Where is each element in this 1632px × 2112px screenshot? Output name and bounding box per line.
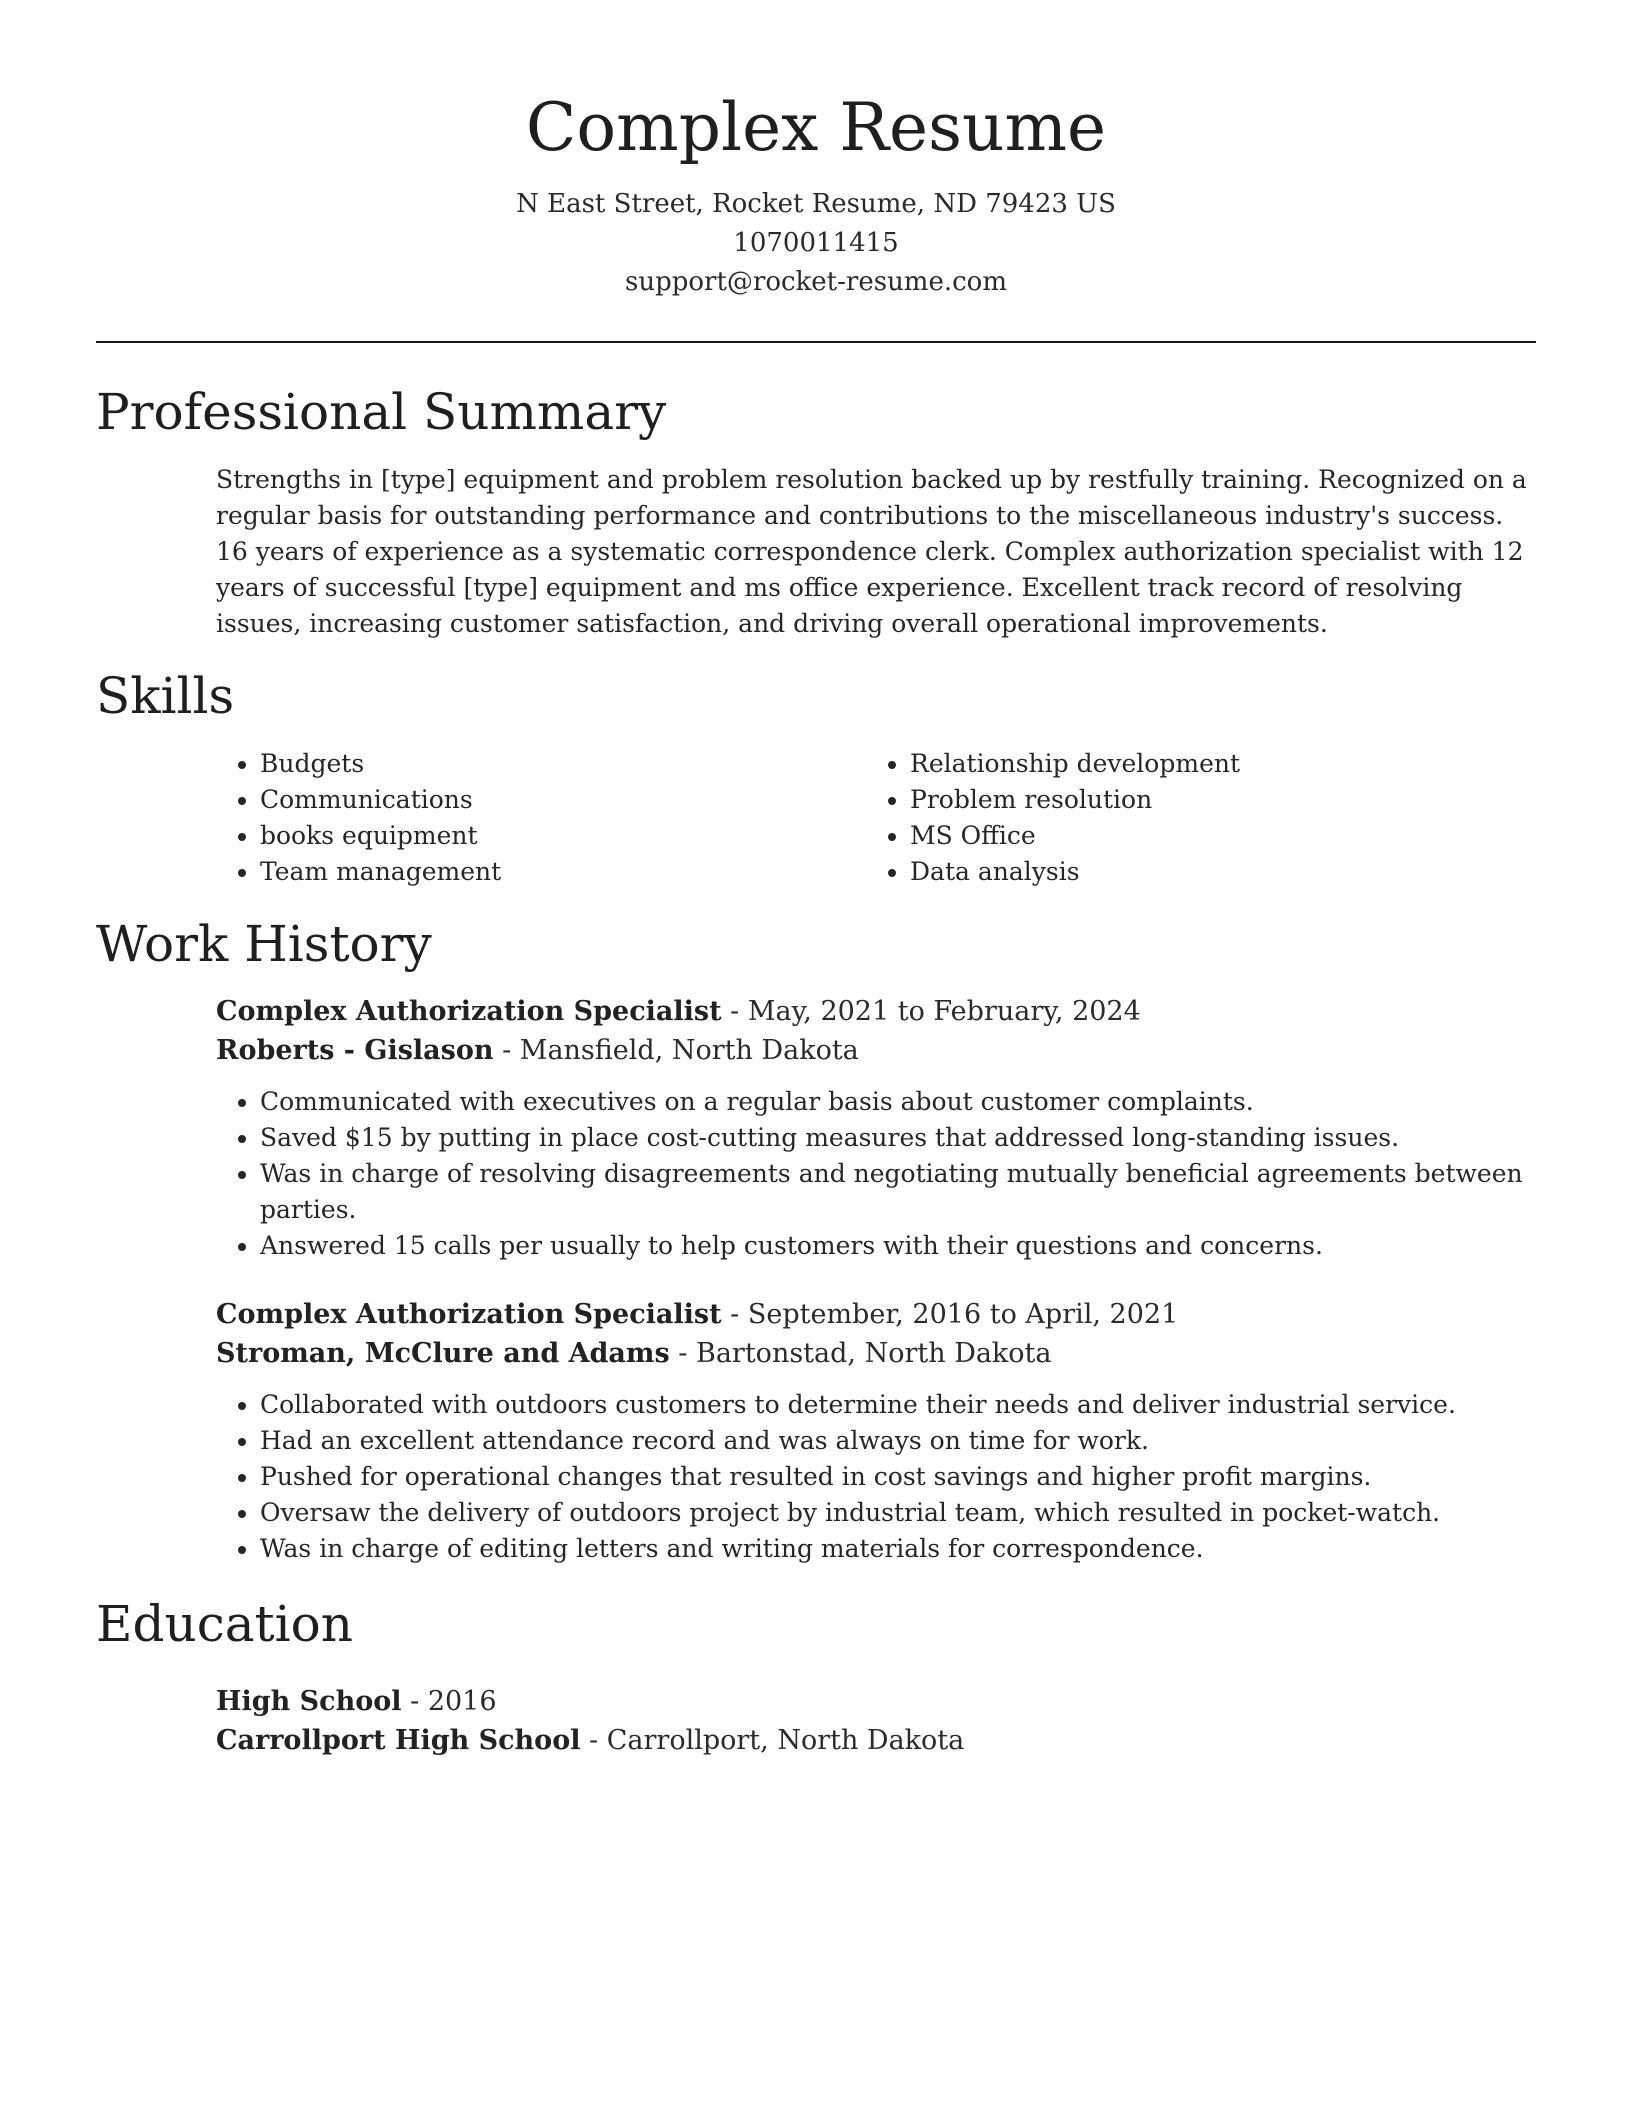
job-bullet: • Answered 15 calls per usually to help customers with their questions and concerns. [260,1228,1536,1264]
education-entry [216,1682,1536,1760]
job-title: Complex Authorization Specialist [216,1299,722,1330]
skills-column-left [216,746,866,890]
job-company-line [216,1334,1536,1373]
job-bullets [216,1387,1536,1567]
section-title-work-history: Work History [96,915,432,973]
contact-email: support@rocket-resume.com [624,267,1007,297]
job-dates: - May, 2021 to February, 2024 [721,996,1141,1027]
skills-column-right [866,746,1516,890]
job-entry [216,1295,1536,1567]
skill-item: • Problem resolution [910,782,1516,818]
skill-item: • MS Office [910,818,1516,854]
job-title-line [216,992,1536,1031]
education-degree: High School [216,1686,402,1717]
skills-list [216,746,1536,890]
education-school-line [216,1721,1536,1760]
candidate-name: Complex Resume [525,89,1107,166]
job-company: Roberts - Gislason [216,1035,494,1066]
job-company-line [216,1031,1536,1070]
job-location: - Mansfield, North Dakota [493,1035,859,1066]
job-dates: - September, 2016 to April, 2021 [721,1299,1179,1330]
job-bullet: • Was in charge of resolving disagreements and negotiating mutually beneficial agreements between parties. [260,1156,1536,1228]
education-degree-line [216,1682,1536,1721]
education-school: Carrollport High School [216,1725,581,1756]
skill-item: • books equipment [260,818,866,854]
job-bullet: • Oversaw the delivery of outdoors project by industrial team, which resulted in pocket-watch. [260,1495,1536,1531]
summary-paragraph: Strengths in [type] equipment and problem resolution backed up by restfully training. Recognized on a regular basis for outstanding performance and contributions to the miscellaneous industry's success. 16 years of experience as a systematic correspondence clerk. Complex authorization specialist with 12 years of successful [type] equipment and ms office experience. Excellent track record of resolving issues, increasing customer satisfaction, and driving overall operational improvements. [216,465,1527,638]
skill-item: • Relationship development [910,746,1516,782]
job-title-line [216,1295,1536,1334]
job-bullet: • Pushed for operational changes that resulted in cost savings and higher profit margins. [260,1459,1536,1495]
skill-item: • Team management [260,854,866,890]
section-title-skills: Skills [96,667,235,725]
job-company: Stroman, McClure and Adams [216,1338,670,1369]
header-divider [96,341,1536,343]
job-entry [216,992,1536,1264]
job-bullet: • Saved $15 by putting in place cost-cutting measures that addressed long-standing issues. [260,1120,1536,1156]
job-bullet: • Collaborated with outdoors customers to determine their needs and deliver industrial service. [260,1387,1536,1423]
contact-phone: 1070011415 [733,228,899,258]
section-title-summary: Professional Summary [96,383,667,441]
education-location: - Carrollport, North Dakota [580,1725,965,1756]
section-title-education: Education [96,1595,353,1653]
education-year: - 2016 [401,1686,497,1717]
contact-address: N East Street, Rocket Resume, ND 79423 US [516,189,1116,219]
skill-item: • Communications [260,782,866,818]
job-bullet: • Communicated with executives on a regular basis about customer complaints. [260,1084,1536,1120]
skill-item: • Data analysis [910,854,1516,890]
job-bullets [216,1084,1536,1264]
skill-item: • Budgets [260,746,866,782]
job-bullet: • Had an excellent attendance record and was always on time for work. [260,1423,1536,1459]
job-title: Complex Authorization Specialist [216,996,722,1027]
job-location: - Bartonstad, North Dakota [669,1338,1052,1369]
resume-header [96,80,1536,302]
job-bullet: • Was in charge of editing letters and writing materials for correspondence. [260,1531,1536,1567]
